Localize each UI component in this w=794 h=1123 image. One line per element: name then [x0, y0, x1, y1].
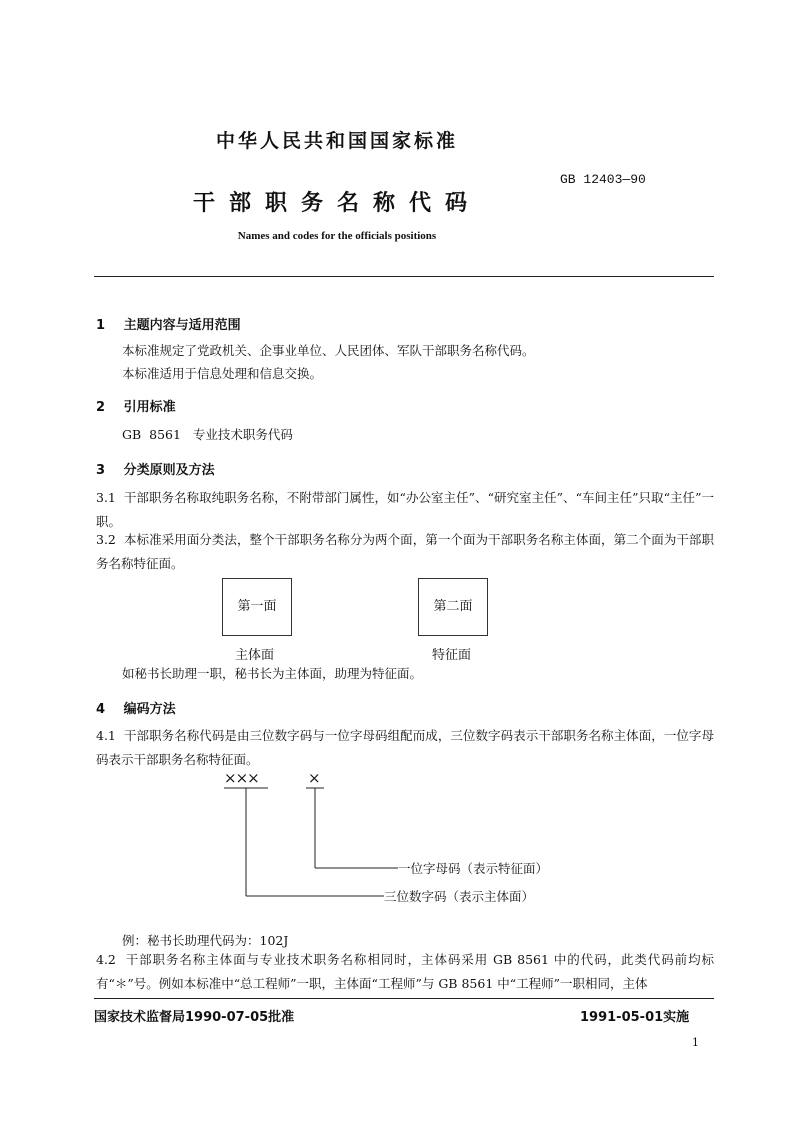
section-2-title: 引用标准 [123, 400, 176, 415]
facet-box-second: 第二面 [418, 578, 488, 636]
section-2-reference: GB 8561 专业技术职务代码 [122, 427, 293, 442]
clause-3-1-text: 干部职务名称取纯职务名称，不附带部门属性，如“办公室主任”、“研究室主任”、“车间主任”只取“主任”一职。 [96, 490, 714, 529]
section-4-title: 编码方法 [123, 702, 176, 717]
approval-line: 国家技术监督局1990-07-05批准 [94, 1010, 295, 1025]
standard-organization: 中华人民共和国国家标准 [215, 130, 458, 152]
facet-label-main: 主体面 [235, 648, 275, 663]
clause-3-1-number: 3.1 [96, 490, 116, 505]
clause-4-1-number: 4.1 [96, 728, 116, 743]
document-title: 干部职务名称代码 [192, 191, 481, 216]
clause-4-2-text: 干部职务名称主体面与专业技术职务名称相同时，主体码采用 GB 8561 中的代码，此类代码前均标有“＊”号。例如本标准中“总工程师”一职，主体面“工程师”与 GB 8561 中“工程师”一职相同，主体 [96, 952, 714, 991]
section-1-paragraph-1: 本标准规定了党政机关、企事业单位、人民团体、军队干部职务名称代码。 [122, 343, 535, 358]
clause-4-2-number: 4.2 [96, 952, 116, 967]
legend-digit-code: 三位数字码（表示主体面） [384, 889, 535, 904]
footer-rule [94, 998, 714, 999]
section-3-number: 3 [96, 463, 106, 478]
section-1-title: 主题内容与适用范围 [123, 318, 241, 333]
section-4-number: 4 [96, 702, 106, 717]
section-3-title: 分类原则及方法 [123, 463, 215, 478]
legend-letter-code: 一位字母码（表示特征面） [398, 861, 549, 876]
clause-4-2 [96, 948, 714, 996]
section-1-paragraph-2: 本标准适用于信息处理和信息交换。 [122, 366, 323, 381]
page-number: 1 [692, 1036, 699, 1049]
clause-3-2-text: 本标准采用面分类法，整个干部职务名称分为两个面，第一个面为干部职务名称主体面，第二个面为干部职务名称特征面。 [96, 532, 714, 571]
facet-box-first: 第一面 [222, 578, 292, 636]
code-digits-placeholder: ××× [224, 769, 259, 787]
document-title-english: Names and codes for the officials positions [237, 230, 437, 242]
facet-label-feature: 特征面 [432, 648, 472, 663]
effective-date: 1991-05-01实施 [580, 1010, 690, 1025]
standard-number: GB 12403—90 [560, 172, 646, 187]
section-2-number: 2 [96, 400, 106, 415]
section-4-example: 例：秘书长助理代码为：102J [122, 933, 289, 948]
clause-3-2-number: 3.2 [96, 532, 116, 547]
clause-4-1-text: 干部职务名称代码是由三位数字码与一位字母码组配而成，三位数字码表示干部职务名称主体面，一位字母码表示干部职务名称特征面。 [96, 728, 714, 767]
section-1-number: 1 [96, 318, 106, 333]
code-letter-placeholder: × [308, 769, 321, 787]
section-3-example: 如秘书长助理一职，秘书长为主体面，助理为特征面。 [122, 666, 423, 681]
